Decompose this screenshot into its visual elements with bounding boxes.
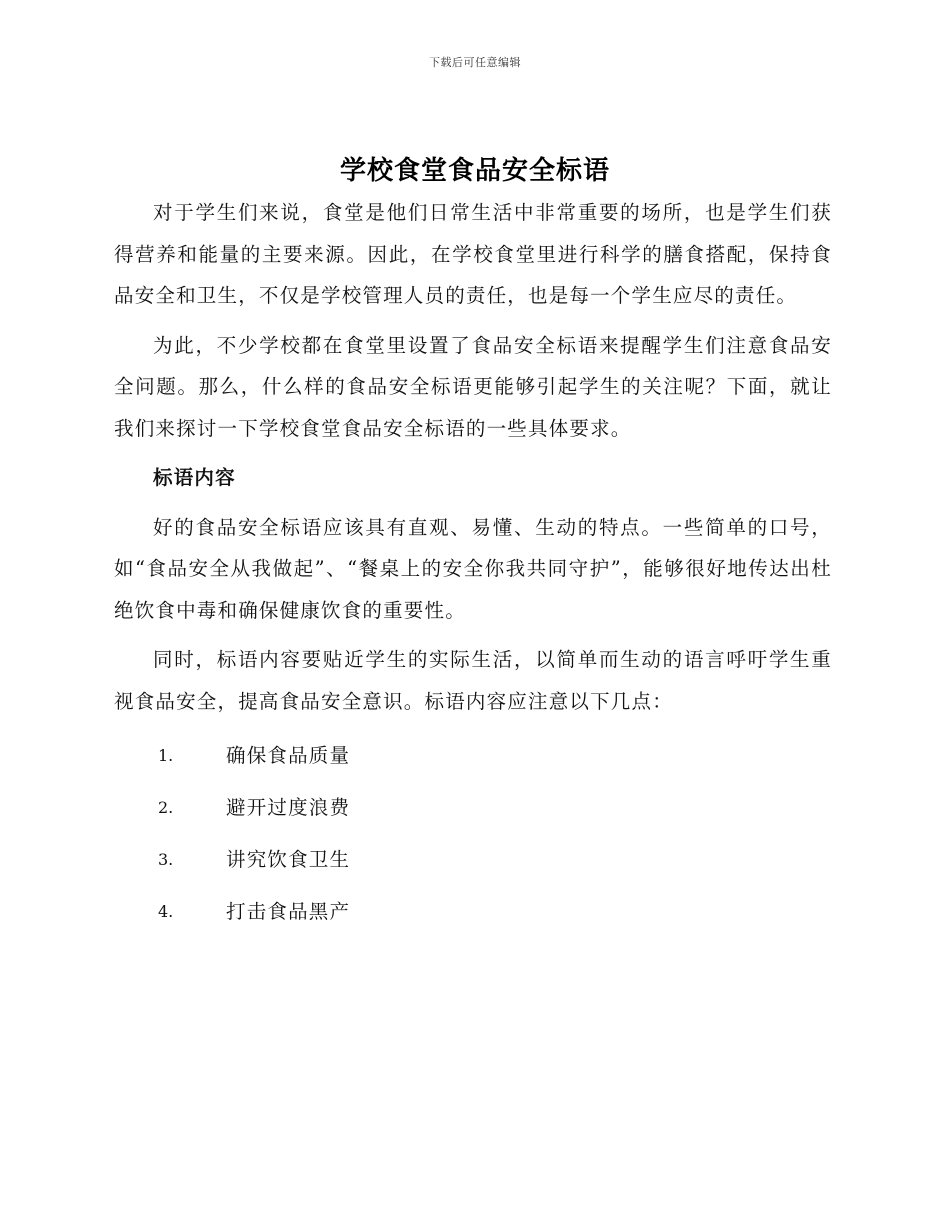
document-body [114, 192, 832, 938]
document-title: 学校食堂食品安全标语 [339, 156, 610, 186]
list-item [114, 730, 832, 782]
list-item-number: 3. [158, 850, 174, 869]
list-item-number: 2. [158, 798, 174, 817]
list-item-number: 4. [158, 902, 174, 921]
intro-paragraph-1: 对于学生们来说，食堂是他们日常生活中非常重要的场所，也是学生们获得营养和能量的主要来源。因此，在学校食堂里进行科学的膳食搭配，保持食品安全和卫生，不仅是学校管理人员的责任，也是每一个学生应尽的责任。 [114, 201, 832, 307]
section-paragraph-1: 好的食品安全标语应该具有直观、易懂、生动的特点。一些简单的口号，如“食品安全从我做起”、“餐桌上的安全你我共同守护”，能够很好地传达出杜绝饮食中毒和确保健康饮食的重要性。 [114, 515, 832, 622]
list-item-text: 讲究饮食卫生 [226, 848, 351, 871]
section-paragraph-2: 同时，标语内容要贴近学生的实际生活，以简单而生动的语言呼吁学生重视食品安全，提高食品安全意识。标语内容应注意以下几点： [114, 648, 832, 713]
page-header: 下载后可任意编辑 [429, 56, 521, 69]
list-item [114, 886, 832, 938]
list-item-text: 确保食品质量 [226, 744, 351, 767]
list-item [114, 782, 832, 834]
list-item-text: 避开过度浪费 [226, 796, 351, 819]
requirements-list [114, 730, 832, 938]
intro-paragraph-2: 为此，不少学校都在食堂里设置了食品安全标语来提醒学生们注意食品安全问题。那么，什么样的食品安全标语更能够引起学生的关注呢？下面，就让我们来探讨一下学校食堂食品安全标语的一些具体要求。 [114, 333, 832, 440]
list-item-text: 打击食品黑产 [226, 900, 351, 923]
list-item [114, 834, 832, 886]
list-item-number: 1. [158, 746, 174, 765]
section-heading: 标语内容 [153, 466, 236, 489]
